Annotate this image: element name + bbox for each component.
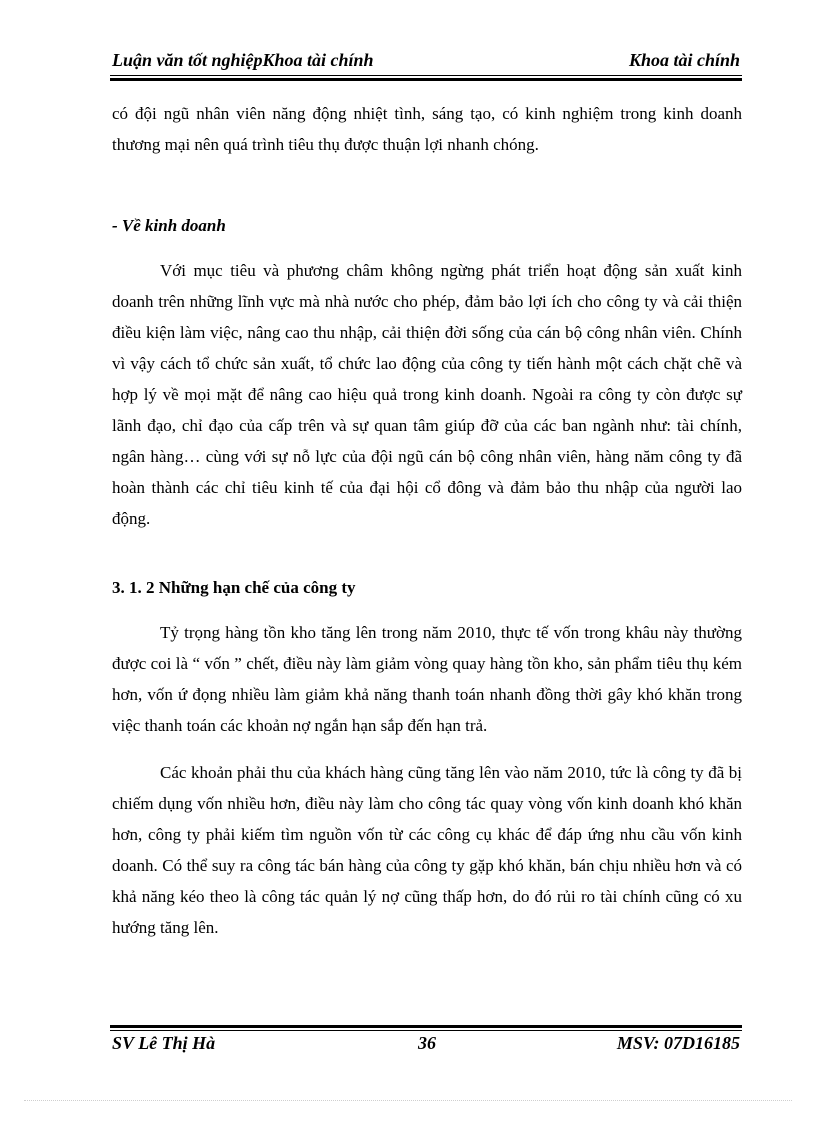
header-rule-thin [110,75,742,76]
header-title: Luận văn tốt nghiệpKhoa tài chính [112,50,374,70]
body-paragraph-3 [112,617,742,741]
body-paragraph-2 [112,255,742,534]
footer-student-name: SV Lê Thị Hà [112,1033,216,1053]
footer-rule-thin [110,1030,742,1031]
header-rule-thick [110,78,742,81]
page-header [112,50,740,74]
paragraph-text: Tỷ trọng hàng tồn kho tăng lên trong năm 2010, thực tế vốn trong khâu này thường được coi là “ vốn ” chết, điều này làm giảm vòng quay hàng tồn kho, sản phẩm tiêu thụ kém hơn, vốn ứ đọng nhiều làm giảm khả năng thanh toán nhanh đồng thời gây khó khăn trong việc thanh toán các khoản nợ ngắn hạn sắp đến hạn trả. [112,623,742,735]
paragraph-text: Các khoản phải thu của khách hàng cũng tăng lên vào năm 2010, tức là công ty đã bị chiếm dụng vốn nhiều hơn, điều này làm cho công tác quay vòng vốn kinh doanh khó khăn hơn, công ty phải kiếm tìm nguồn vốn từ các công cụ khác để đáp ứng nhu cầu vốn kinh doanh. Có thể suy ra công tác bán hàng của công ty gặp khó khăn, bán chịu nhiều hơn và có khả năng kéo theo là công tác quản lý nợ cũng thấp hơn, do đó rủi ro tài chính cũng có xu hướng tăng lên. [112,763,742,937]
page-footer [112,1033,740,1057]
footer-rule-thick [110,1025,742,1028]
paragraph-text: có đội ngũ nhân viên năng động nhiệt tình, sáng tạo, có kinh nghiệm trong kinh doanh thương mại nên quá trình tiêu thụ được thuận lợi nhanh chóng. [112,104,742,154]
page-bottom-boundary [24,1100,792,1101]
section-heading: 3. 1. 2 Những hạn chế của công ty [112,578,356,597]
body-paragraph-4 [112,757,742,943]
body-paragraph-1 [112,98,742,160]
subheading-kinh-doanh: - Về kinh doanh [112,216,226,235]
header-department: Khoa tài chính [628,50,740,70]
footer-page-number: 36 [418,1033,436,1053]
paragraph-text: Với mục tiêu và phương châm không ngừng phát triển hoạt động sản xuất kinh doanh trên những lĩnh vực mà nhà nước cho phép, đảm bảo lợi ích cho công ty và cải thiện điều kiện làm việc, nâng cao thu nhập, cải thiện đời sống của cán bộ công nhân viên. Chính vì vậy cách tổ chức sản xuất, tổ chức lao động của công ty tiến hành một cách chặt chẽ và hợp lý về mọi mặt để nâng cao hiệu quả trong kinh doanh. Ngoài ra công ty còn được sự lãnh đạo, chỉ đạo của cấp trên và sự quan tâm giúp đỡ của các ban ngành như: tài chính, ngân hàng… cùng với sự nỗ lực của đội ngũ cán bộ công nhân viên, hàng năm công ty đã hoàn thành các chỉ tiêu kinh tế của đại hội cổ đông và đảm bảo thu nhập của người lao động. [112,261,742,528]
footer-student-id: MSV: 07D16185 [616,1033,740,1053]
